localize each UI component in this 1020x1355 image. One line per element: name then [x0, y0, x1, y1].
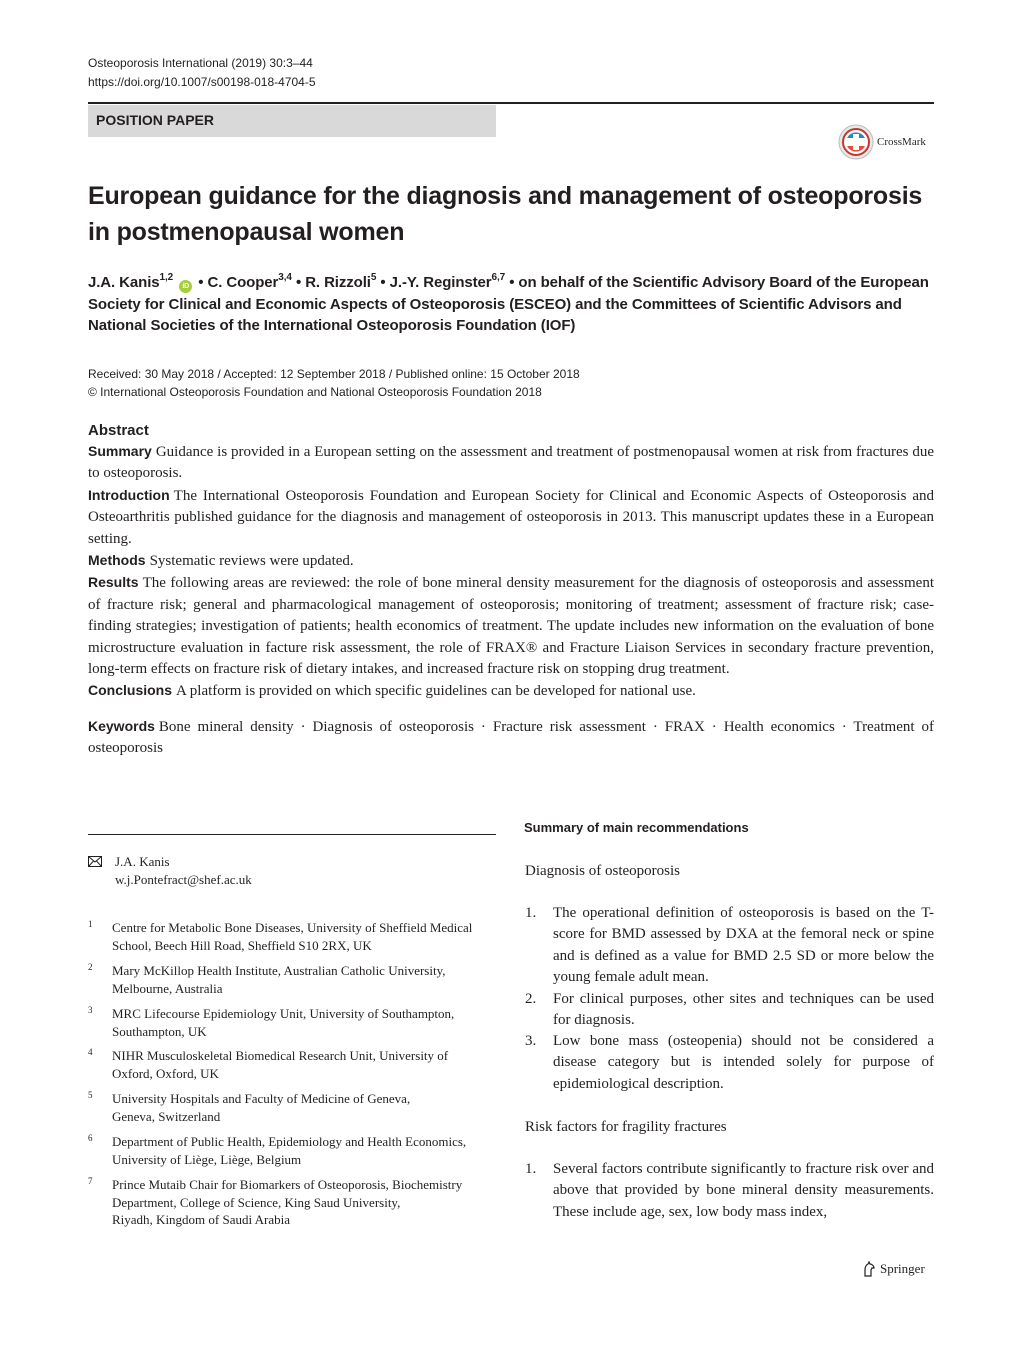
abstract-label: Introduction — [88, 486, 170, 503]
author-separator: • — [505, 274, 519, 291]
author-separator: • — [291, 274, 306, 291]
abstract-text: The following areas are reviewed: the role of bone mineral density measurement for the diagnosis of osteoporosis and assessment of fracture risk; general and pharmacological management of osteoporosis; monitoring of treatment; assessment of fracture risk; case-finding strategies; investigation of patients; health economics of treatment. The update includes new information on the evaluation of bone microstructure evaluation in facture risk assessment, the role of FRAX® and Fracture Liaison Services in secondary fracture prevention, long-term effects on fracture risk of dietary intakes, and increased fracture risk on stopping drug treatment. — [88, 575, 934, 678]
list-text: Several factors contribute significantly to fracture risk over and above that provided by bone mineral density measurements. These include age, sex, low body mass index, — [553, 1161, 934, 1220]
affiliation-item — [88, 962, 498, 997]
author-affiliation-sup: 5 — [370, 272, 377, 283]
publication-dates — [88, 365, 580, 401]
author-affiliation-sup: 3,4 — [278, 272, 292, 283]
list-item — [525, 903, 934, 989]
list-item — [525, 1031, 934, 1095]
crossmark-badge[interactable] — [838, 124, 926, 160]
doi-link[interactable]: https://doi.org/10.1007/s00198-018-4704-5 — [88, 75, 316, 89]
author-affiliation-sup: 6,7 — [491, 272, 506, 283]
list-number: 2. — [525, 991, 537, 1007]
keywords-label: Keywords — [88, 717, 155, 734]
affiliation-number: 2 — [88, 962, 93, 972]
author-group-line: Society for Clinical and Economic Aspects of Osteoporosis (ESCEO) and the Committees of Scientific Advisors and — [88, 295, 902, 313]
affiliation-number: 6 — [88, 1133, 93, 1143]
contact-name: J.A. Kanis — [115, 854, 170, 869]
affiliation-item — [88, 1133, 498, 1168]
author-name[interactable]: R. Rizzoli — [305, 274, 371, 291]
affiliation-line: Oxford, Oxford, UK — [112, 1065, 219, 1081]
keywords — [88, 716, 934, 760]
subsection-heading: Risk factors for fragility fractures — [525, 1119, 727, 1135]
abstract-label: Methods — [88, 552, 146, 569]
affiliation-line: Centre for Metabolic Bone Diseases, University of Sheffield Medical — [112, 920, 473, 935]
list-item — [525, 1159, 934, 1223]
affiliation-item — [88, 1005, 498, 1040]
subsection-heading: Diagnosis of osteoporosis — [525, 863, 680, 879]
abstract-methods — [88, 550, 934, 572]
abstract-label: Results — [88, 574, 139, 591]
affiliation-number: 5 — [88, 1090, 93, 1100]
header-rule — [88, 102, 934, 104]
affiliation-line: Department of Public Health, Epidemiology and Health Economics, — [112, 1134, 467, 1149]
author-list — [88, 268, 938, 337]
author-group-line: on behalf of the Scientific Advisory Board of the European — [518, 274, 929, 291]
abstract-text: Systematic reviews were updated. — [149, 553, 354, 570]
list-text: For clinical purposes, other sites and techniques can be used for diagnosis. — [553, 991, 934, 1029]
history-dates: Received: 30 May 2018 / Accepted: 12 September 2018 / Published online: 15 October 2018 — [88, 367, 580, 381]
recommendations-heading: Summary of main recommendations — [524, 820, 749, 835]
abstract-text: A platform is provided on which specific guidelines can be developed for national use. — [176, 683, 696, 700]
affiliation-line: Geneva, Switzerland — [112, 1108, 221, 1124]
affiliation-line: Riyadh, Kingdom of Saudi Arabia — [112, 1212, 291, 1227]
author-affiliation-sup: 1,2 — [159, 272, 174, 283]
crossmark-label: CrossMark — [877, 136, 926, 148]
list-number: 1. — [525, 905, 537, 921]
journal-header — [88, 54, 316, 92]
list-item — [525, 989, 934, 1032]
abstract-section — [88, 421, 934, 760]
envelope-icon — [88, 856, 102, 867]
affiliation-item — [88, 919, 498, 954]
copyright-line: © International Osteoporosis Foundation and National Osteoporosis Foundation 2018 — [88, 385, 542, 399]
list-text: Low bone mass (osteopenia) should not be considered a disease category but is intended solely for purpose of epidemiological description. — [553, 1033, 934, 1092]
affiliation-line: Department, College of Science, King Saud University, — [112, 1194, 401, 1210]
affiliation-item — [88, 1090, 498, 1125]
abstract-text: Guidance is provided in a European setting on the assessment and treatment of postmenopausal women at risk from fractures due to osteoporosis. — [88, 444, 934, 482]
publisher-logo — [862, 1261, 925, 1277]
title-line-1: European guidance for the diagnosis and management of osteoporosis — [88, 182, 923, 210]
journal-citation: Osteoporosis International (2019) 30:3–44 — [88, 56, 313, 70]
affiliation-line: Southampton, UK — [112, 1023, 207, 1039]
abstract-introduction — [88, 485, 934, 550]
title-line-2: in postmenopausal women — [88, 218, 405, 246]
author-name[interactable]: J.-Y. Reginster — [389, 274, 492, 291]
section-label: POSITION PAPER — [96, 112, 214, 128]
list-text: The operational definition of osteoporosis is based on the T-score for BMD assessed by DXA at the femoral neck or spine and is defined as a value for BMD 2.5 SD or more below the young female adult mean. — [553, 905, 934, 986]
affiliation-line: Prince Mutaib Chair for Biomarkers of Osteoporosis, Biochemistry — [112, 1177, 463, 1192]
contact-email[interactable]: w.j.Pontefract@shef.ac.uk — [115, 872, 252, 887]
affiliation-number: 7 — [88, 1176, 93, 1186]
corresponding-author — [115, 853, 252, 889]
article-title — [88, 178, 928, 250]
orcid-icon[interactable]: iD — [179, 280, 192, 293]
author-name[interactable]: J.A. Kanis — [88, 274, 160, 291]
author-name[interactable]: C. Cooper — [207, 274, 279, 291]
affiliation-number: 1 — [88, 919, 93, 929]
crossmark-icon — [838, 124, 874, 160]
affiliation-number: 3 — [88, 1005, 93, 1015]
abstract-heading: Abstract — [88, 422, 149, 439]
affiliation-line: Mary McKillop Health Institute, Australian Catholic University, — [112, 963, 446, 978]
affiliation-line: Melbourne, Australia — [112, 980, 223, 996]
affiliation-number: 4 — [88, 1047, 93, 1057]
affiliation-item — [88, 1047, 498, 1082]
keywords-text: Bone mineral density · Diagnosis of osteoporosis · Fracture risk assessment · FRAX · Health economics · Treatment of osteoporosis — [88, 718, 934, 757]
author-separator: • — [376, 274, 390, 291]
affiliation-line: School, Beech Hill Road, Sheffield S10 2RX, UK — [112, 937, 372, 953]
author-separator: • — [194, 274, 208, 291]
abstract-text: The International Osteoporosis Foundation and European Society for Clinical and Economic Aspects of Osteoporosis and Osteoarthritis published guidance for the diagnosis and management of osteoporosis in 2013. This manuscript updates these in a European setting. — [88, 487, 934, 547]
abstract-label: Conclusions — [88, 682, 173, 699]
affiliation-line: NIHR Musculoskeletal Biomedical Research Unit, University of — [112, 1048, 449, 1063]
author-group-line: National Societies of the International Osteoporosis Foundation (IOF) — [88, 317, 576, 334]
affiliation-item — [88, 1176, 498, 1229]
springer-horse-icon — [862, 1261, 876, 1277]
list-number: 3. — [525, 1033, 537, 1049]
publisher-name: Springer — [880, 1261, 925, 1276]
footnote-rule — [88, 834, 496, 835]
affiliation-line: University Hospitals and Faculty of Medicine of Geneva, — [112, 1091, 411, 1106]
abstract-summary — [88, 441, 934, 485]
abstract-results — [88, 572, 934, 680]
abstract-label: Summary — [88, 443, 152, 459]
affiliation-line: University of Liège, Liège, Belgium — [112, 1151, 302, 1167]
affiliation-line: MRC Lifecourse Epidemiology Unit, University of Southampton, — [112, 1006, 455, 1021]
abstract-conclusions — [88, 680, 934, 702]
list-number: 1. — [525, 1161, 537, 1177]
